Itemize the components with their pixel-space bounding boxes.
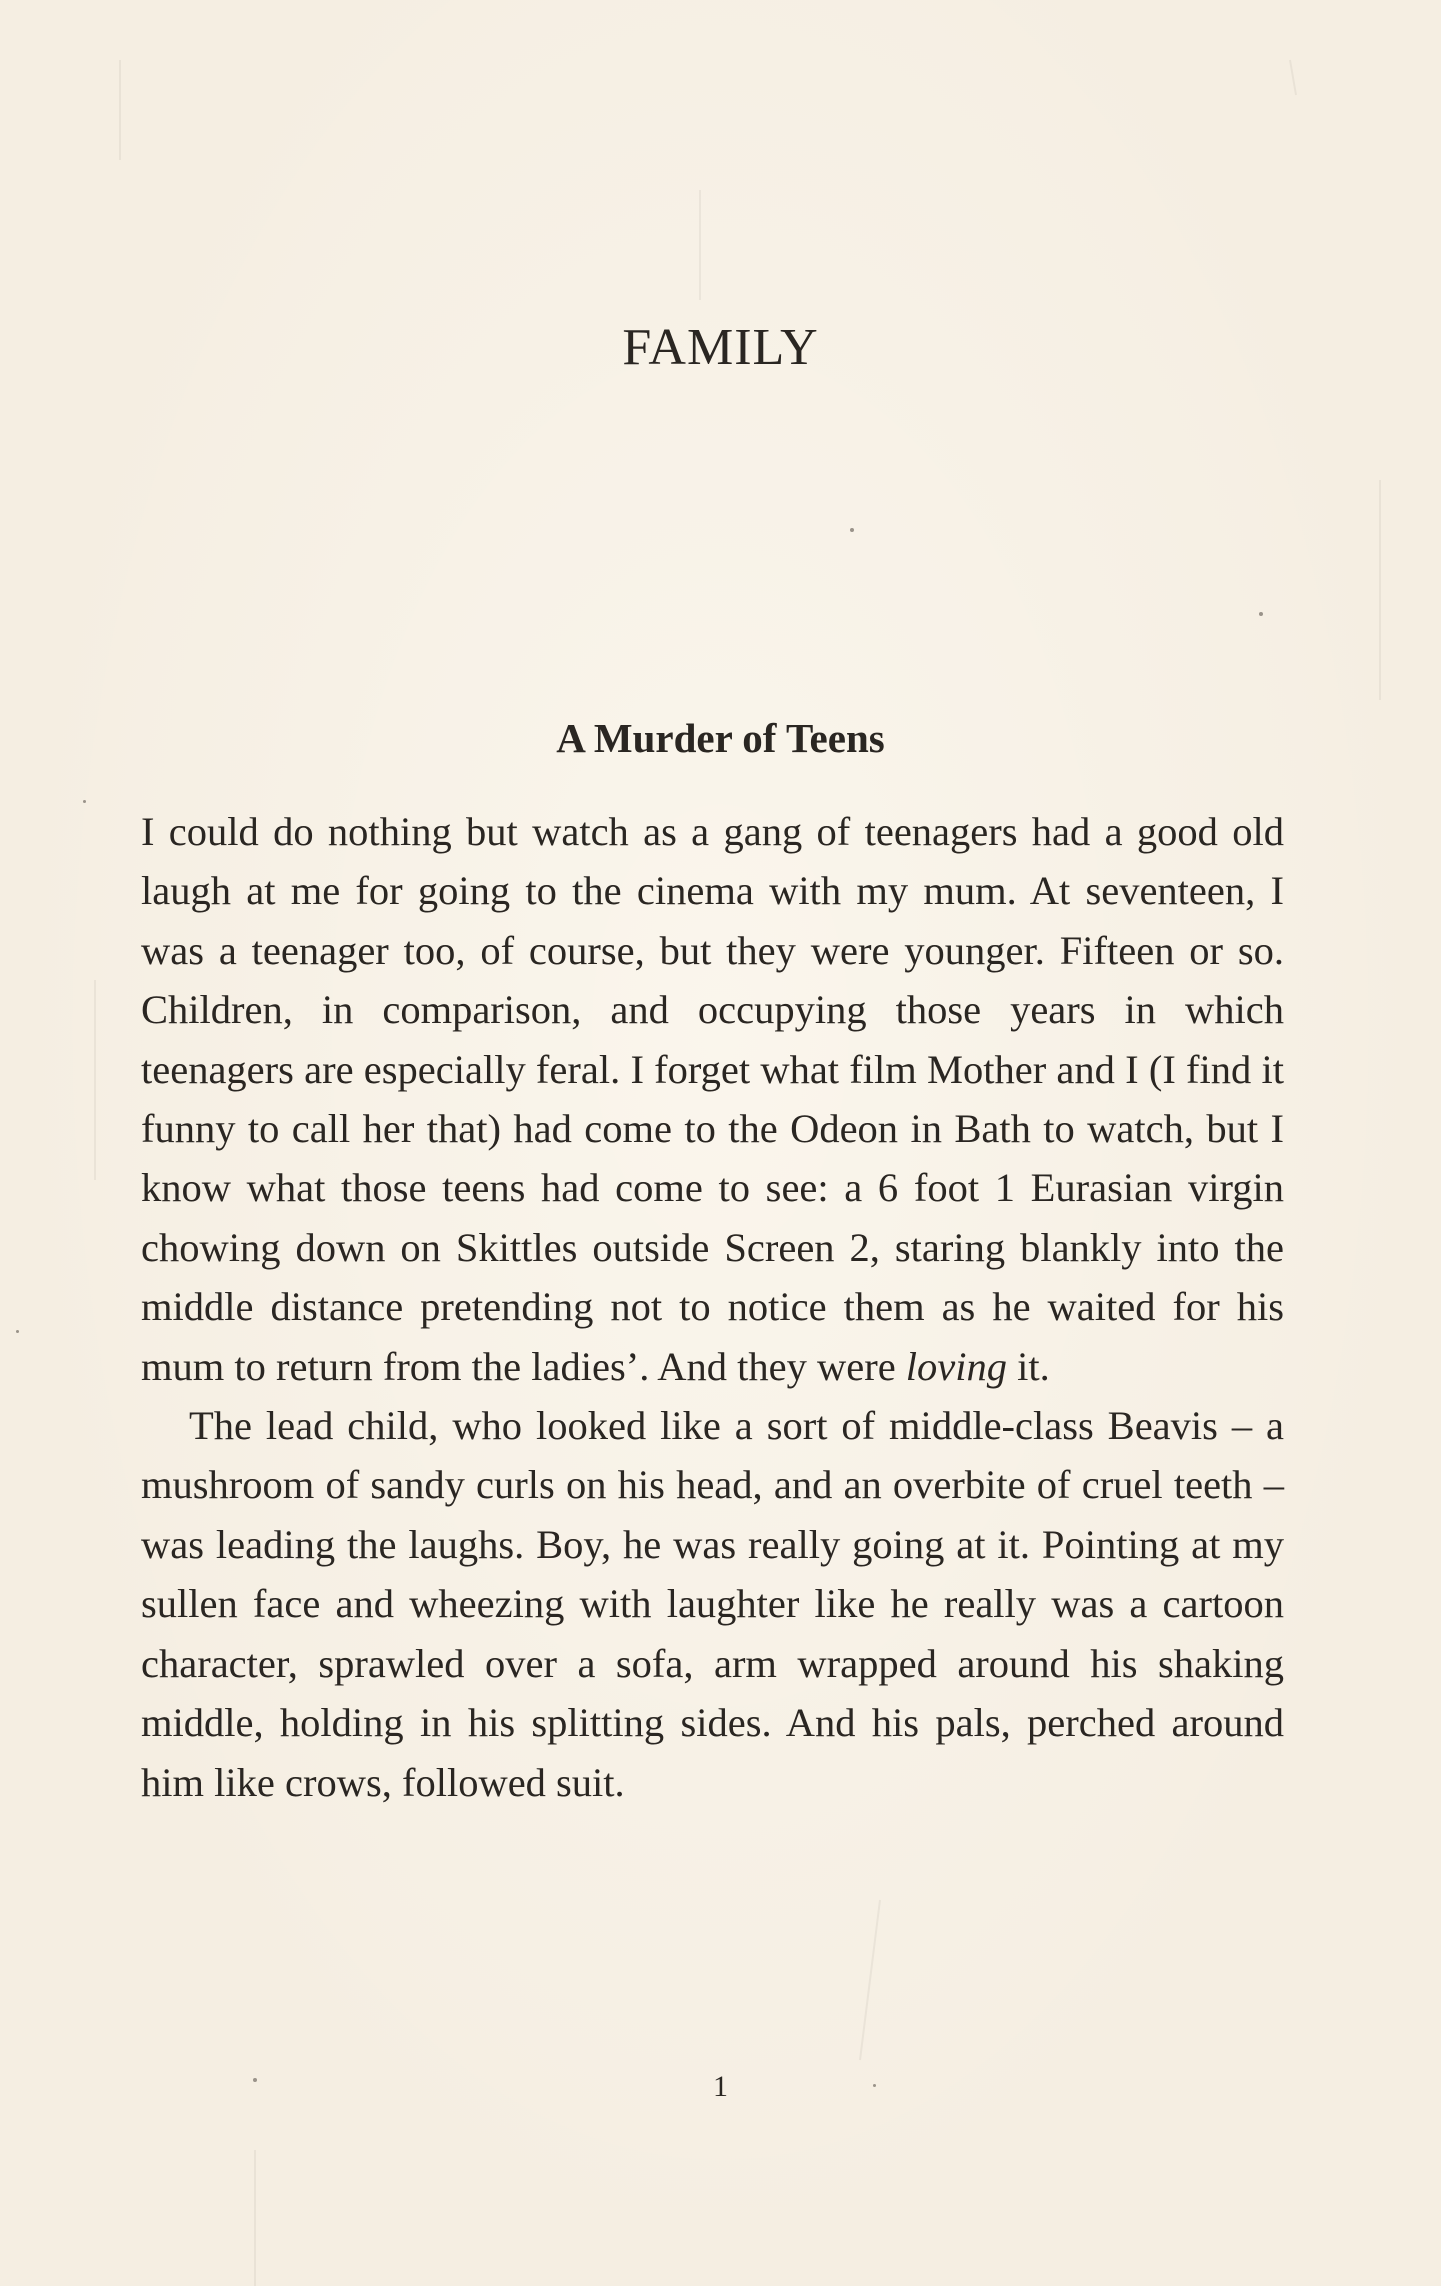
chapter-title: FAMILY bbox=[622, 319, 819, 376]
paragraph-2: The lead child, who looked like a sort of middle-class Beavis – a mushroom of sandy curls on his head, and an overbite of cruel teeth – was leading the laughs. Boy, he was really going at it. Pointing at my sullen face and wheezing with laughter like he really was a cartoon character, sprawled over a sofa, arm wrapped around his shaking middle, holding in his splitting sides. And his pals, perched around him like crows, followed suit. bbox=[141, 1403, 1284, 1805]
paragraph-1-text: I could do nothing but watch as a gang of teenagers had a good old laugh at me for going to the cinema with my mum. At seventeen, I was a teenager too, of course, but they were younger. Fifteen or so. Children, in comparison, and occupying those years in which teenagers are especially feral. I forget what film Mother and I (I find it funny to call her that) had come to the Odeon in Bath to watch, but I know what those teens had come to see: a 6 foot 1 Eurasian virgin chowing down on Skittles outside Screen 2, staring blankly into the middle distance pretending not to notice them as he waited for his mum to return from the ladies’. And they were bbox=[141, 809, 1284, 1389]
page-number: 1 bbox=[713, 2070, 728, 2103]
paragraph-1 bbox=[141, 802, 1284, 1396]
paper-speck bbox=[850, 528, 854, 532]
paragraph-1-ending: it. bbox=[1007, 1343, 1050, 1389]
paper-speck bbox=[1259, 612, 1263, 616]
paper-speck bbox=[16, 1330, 19, 1333]
section-title: A Murder of Teens bbox=[556, 715, 885, 761]
paragraph-1-emphasis: loving bbox=[905, 1343, 1008, 1389]
paper-speck bbox=[83, 800, 86, 803]
body-text bbox=[141, 802, 1284, 1812]
